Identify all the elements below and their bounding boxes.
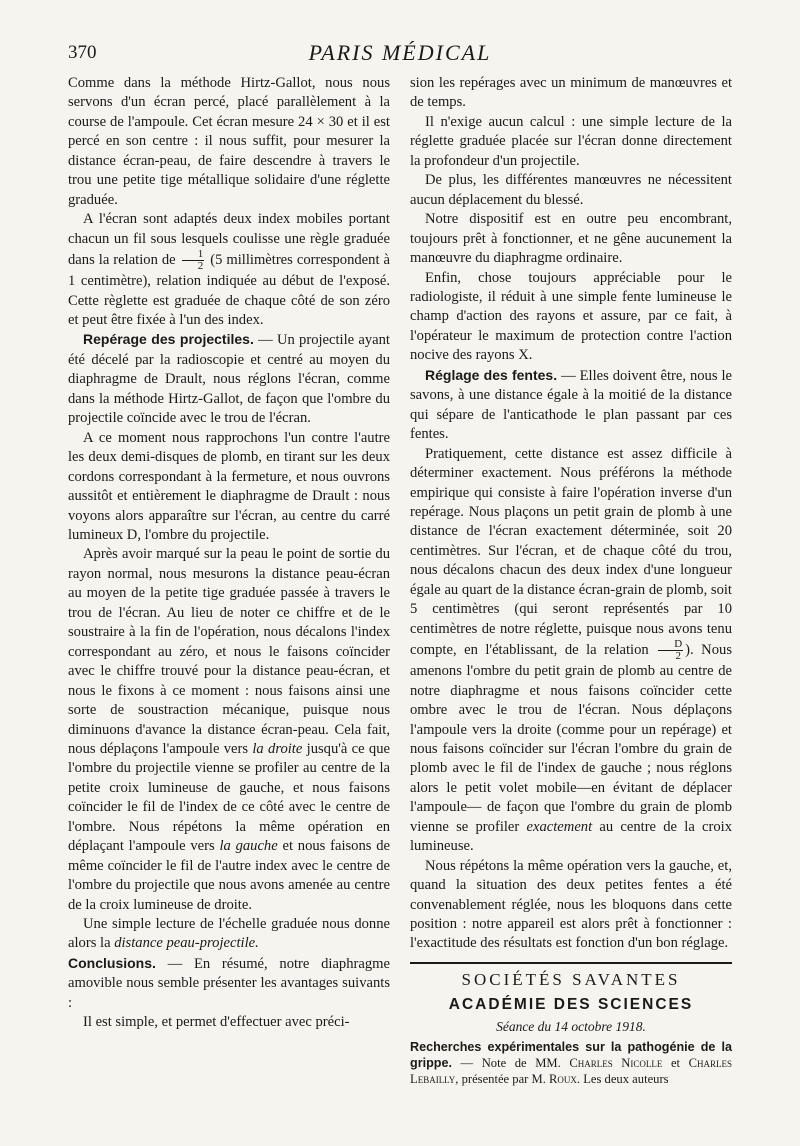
paragraph: Il n'exige aucun calcul : une simple lecture de la réglette graduée placée sur l'écran donne directement la profondeur d'un projectile. bbox=[410, 113, 732, 169]
paragraph: Enfin, chose toujours appréciable pour le radiologiste, il réduit à une simple fente lumineuse le champ d'action des rayons et assure, par ce fait, à l'opérateur le maximum de protection contre l'action nocive des rayons X. bbox=[410, 269, 732, 364]
text-span: — En résumé, notre diaphragme amovible nous semble présenter les avantages suivants : bbox=[68, 955, 390, 1011]
paragraph: Comme dans la méthode Hirtz-Gallot, nous nous servons d'un écran percé, placé parallèlement à la course de l'ampoule. Cet écran mesure 24 × 30 et il est percé en son centre : il nous suffit, pour mesurer la distance écran-peau, de faire descendre à travers le trou une petite tige métallique solidaire d'une réglette graduée. bbox=[68, 75, 390, 208]
section-title-academie: ACADÉMIE DES SCIENCES bbox=[448, 996, 694, 1014]
text-span: . Les deux auteurs bbox=[576, 1072, 669, 1087]
author-name: Roux bbox=[549, 1072, 577, 1087]
fraction-one-half bbox=[182, 249, 205, 272]
text-span: — Note de MM. bbox=[451, 1056, 570, 1071]
paragraph bbox=[410, 445, 732, 857]
paragraph bbox=[68, 915, 390, 954]
italic-span: la gauche bbox=[219, 838, 278, 855]
text-span: — Un projectile ayant été décelé par la radioscopie et centré au moyen du diaphragme de Drault, nous réglons l'écran, comme dans la méthode Hirtz-Gallot, de façon que l'ombre du projectile coïncide avec le trou de l'écran. bbox=[68, 332, 390, 427]
right-column bbox=[410, 74, 732, 1087]
italic-span: exactement bbox=[526, 818, 593, 835]
text-span: A l'écran sont adaptés deux index mobiles portant chacun un fil sous lesquels coulisse une règle graduée dans la relation de bbox=[68, 211, 390, 268]
report-title: Recherches expérimentales sur la pathogénie de la grippe. bbox=[410, 1040, 732, 1071]
paragraph bbox=[68, 954, 390, 1013]
fraction-d-over-two bbox=[658, 639, 683, 662]
journal-title: PARIS MÉDICAL bbox=[308, 40, 492, 65]
fraction-denominator: 2 bbox=[197, 260, 204, 273]
paragraph: Notre dispositif est en outre peu encombrant, toujours prêt à fonctionner, et ne gêne aucunement la manœuvre du diaphragme ordinaire. bbox=[410, 211, 732, 267]
italic-span: distance peau-projectile. bbox=[114, 935, 259, 952]
text-span: jusqu'à ce que l'ombre du projectile vienne se profiler au centre de la petite croix lumineuse de gauche, et nous faisons coïncider le fil de l'index de ce côté avec le centre de l'ombre. Nous répétons la même opération en déplaçant l'ampoule vers bbox=[68, 740, 390, 855]
text-span: et nous faisons de même coïncider le fil de l'autre index avec le centre de l'ombre du projectile que nous avons amenée au centre de la croix lumineuse de droite. bbox=[68, 838, 390, 913]
author-name: Charles Nicolle bbox=[569, 1056, 663, 1071]
text-span: — Elles doivent être, nous le savons, à une distance égale à la moitié de la distance qui sépare de l'anticathode le plan passant par ces fentes. bbox=[410, 367, 732, 443]
left-column bbox=[68, 74, 390, 1033]
fraction-denominator: 2 bbox=[675, 650, 681, 663]
text-span: au centre de la croix lumineuse. bbox=[410, 818, 733, 855]
paragraph: A ce moment nous rapprochons l'un contre l'autre les deux demi-disques de plomb, en tirant sur les deux cordons correspondant à la fermeture, et nous ouvrons aussitôt et entièrement le diaphragme de Drault : nous voyons alors apparaître sur l'écran, au centre du carré lumineux D, l'ombre du projectile. bbox=[68, 429, 390, 543]
text-span: ). Nous amenons l'ombre du petit grain de plomb au centre de notre diaphragme et nous faisons coïncider cette ombre avec le trou de l'écran. Nous déplaçons l'ampoule vers la droite (comme pour un repérage) et nous faisons coïncider sur l'écran l'ombre du grain de plomb avec le fil de l'index de gauche ; nous réglons alors le petit volet mobile—en évitant de déplacer l'ampoule— de façon que l'ombre du grain de plomb vienne se profiler bbox=[410, 641, 732, 835]
text-span: (5 millimètres correspondent à 1 centimètre), relation indiquée au début de l'exposé. Cette règlette est graduée de chaque côté de son zéro et peut être fixée à l'un des index. bbox=[68, 251, 391, 328]
italic-span: la droite bbox=[252, 740, 303, 757]
section-divider bbox=[410, 962, 732, 964]
section-title-societes: SOCIÉTÉS SAVANTES bbox=[461, 969, 681, 989]
paragraph bbox=[68, 210, 390, 330]
text-span: Après avoir marqué sur la peau le point de sortie du rayon normal, nous mesurons la distance peau-écran au moyen de la petite tige graduée passée à travers le trou de l'écran. Au lieu de noter ce chiffre et de le soustraire à la fin de l'opération, nous décalons l'index correspondant au zéro, et nous le faisons coïncider avec le chiffre trouvé pour la distance peau-écran, et nous le fixons à ce moment : nous faisons ainsi une sorte de soustraction mécanique, puisque nous diminuons d'avance la distance écran-peau. Cela fait, nous déplaçons l'ampoule vers bbox=[68, 546, 390, 757]
text-span: Une simple lecture de l'échelle graduée nous donne alors la bbox=[68, 916, 390, 952]
text-span: Pratiquement, cette distance est assez difficile à déterminer exactement. Nous préférons la méthode empirique qui consiste à faire l'opération inverse d'un repérage. Nous plaçons un petit grain de plomb à une distance de l'écran exactement déterminée, soit 20 centimètres. Sur l'écran, et de chaque côté du trou, nous décalons chacun des deux index d'une longueur égale au quart de la distance écran-grain de plomb, soit 5 centimètres (qui seront représentés par 10 centimètres de notre réglette, puisque nous avons tenu compte, en l'établissant, de la relation bbox=[410, 445, 732, 658]
page-number: 370 bbox=[68, 42, 97, 63]
paragraph: Nous répétons la même opération vers la gauche, et, quand la situation des deux petites fentes a été convenablement réglée, nous les bloquons dans cette position : notre appareil est alors prêt à fonctionner : l'exactitude des résultats est fonction d'un bon réglage. bbox=[410, 857, 732, 952]
fraction-numerator: D bbox=[658, 639, 683, 651]
text-span: , présentée par M. bbox=[455, 1072, 550, 1087]
paragraph bbox=[68, 545, 390, 915]
paragraph: sion les repérages avec un minimum de manœuvres et de temps. bbox=[410, 75, 732, 111]
author-name: Charles Lebailly bbox=[410, 1056, 732, 1087]
report-entry bbox=[410, 1039, 732, 1087]
section-heading-reglage: Réglage des fentes. bbox=[425, 366, 558, 383]
paragraph: Il est simple, et permet d'effectuer avec préci- bbox=[83, 1014, 350, 1031]
section-heading-reperage: Repérage des projectiles. bbox=[83, 331, 254, 348]
paragraph bbox=[410, 366, 732, 445]
session-date: Séance du 14 octobre 1918. bbox=[496, 1018, 646, 1034]
text-span: et bbox=[662, 1056, 689, 1071]
paragraph: De plus, les différentes manœuvres ne nécessitent aucun déplacement du blessé. bbox=[410, 172, 732, 208]
fraction-numerator: 1 bbox=[182, 249, 205, 261]
paragraph bbox=[68, 330, 390, 428]
section-heading-conclusions: Conclusions. bbox=[68, 954, 156, 971]
